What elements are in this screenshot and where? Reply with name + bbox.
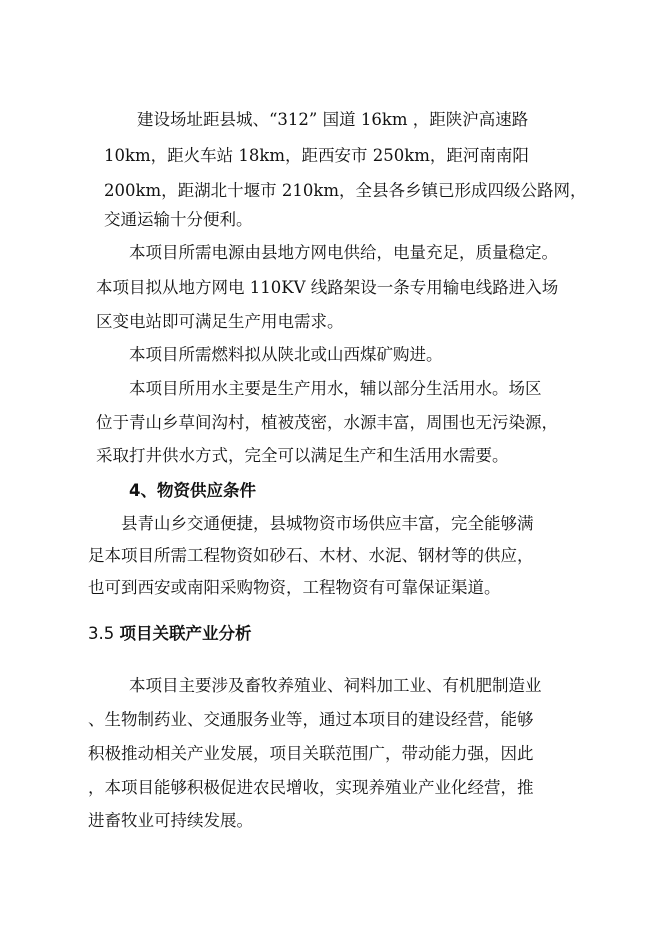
fuel-line-1: 本项目所需燃料拟从陕北或山西煤矿购进。: [129, 345, 443, 364]
industry-line-5: 进畜牧业可持续发展。: [88, 811, 253, 830]
section-title: 项目关联产业分析: [119, 624, 252, 643]
location-line-4: 交通运输十分便利。: [104, 210, 253, 229]
industry-line-1: 本项目主要涉及畜牧养殖业、祠料加工业、有机肥制造业: [129, 676, 542, 695]
location-line-1: 建设场址距县城、“312” 国道 16km ，距陕沪高速路: [137, 110, 529, 129]
supply-line-3: 也可到西安或南阳采购物资，工程物资有可靠保证渠道。: [88, 578, 501, 597]
supply-heading: 4、物资供应条件: [129, 481, 256, 500]
supply-line-1: 县青山乡交通便捷，县城物资市场供应丰富，完全能够满: [121, 514, 534, 533]
water-line-3: 采取打井供水方式，完全可以满足生产和生活用水需要。: [96, 446, 509, 465]
section-heading: [88, 624, 252, 644]
water-line-2: 位于青山乡草间沟村，植被茂密，水源丰富，周围也无污染源，: [96, 413, 558, 432]
power-line-3: 区变电站即可满足生产用电需求。: [96, 312, 344, 331]
section-number: 3.5: [88, 624, 115, 643]
industry-line-3: 积极推动相关产业发展，项目关联范围广，带动能力强，因此: [88, 744, 534, 763]
power-line-2: 本项目拟从地方网电 110KV 线路架设一条专用输电线路进入场: [96, 278, 559, 297]
water-line-1: 本项目所用水主要是生产用水，辅以部分生活用水。场区: [129, 379, 542, 398]
location-line-3: 200km，距湖北十堰市 210km，全县各乡镇已形成四级公路网，: [104, 181, 587, 200]
power-line-1: 本项目所需电源由县地方网电供给，电量充足，质量稳定。: [129, 243, 558, 262]
supply-line-2: 足本项目所需工程物资如砂石、木材、水泥、钢材等的供应，: [88, 546, 534, 565]
industry-line-4: ，本项目能够积极促进农民增收，实现养殖业产业化经营，推: [88, 778, 534, 797]
location-line-2: 10km，距火车站 18km，距西安市 250km，距河南南阳: [104, 146, 529, 165]
industry-line-2: 、生物制药业、交通服务业等，通过本项目的建设经营，能够: [88, 710, 534, 729]
